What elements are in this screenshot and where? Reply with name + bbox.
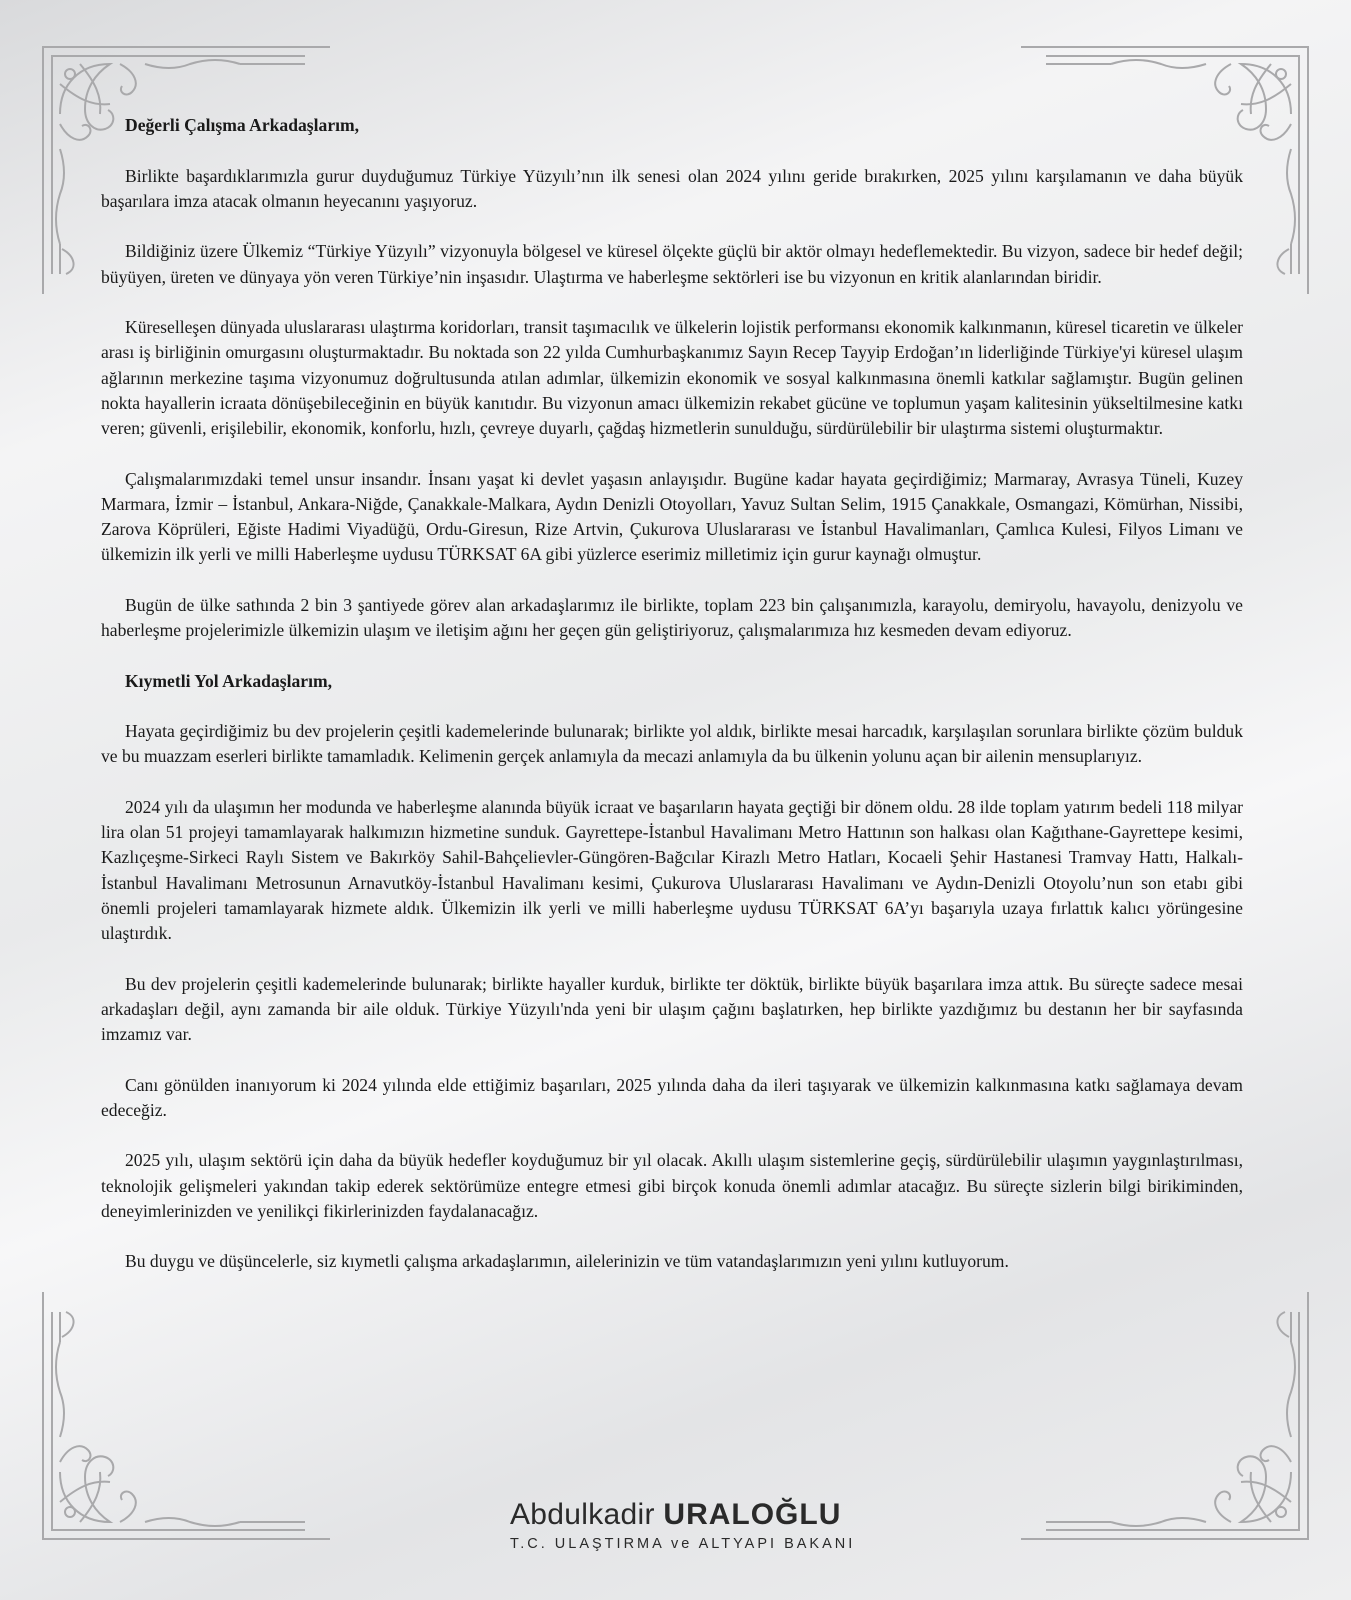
paragraph: Canı gönülden inanıyorum ki 2024 yılında elde ettiğimiz başarıları, 2025 yılında daha da ileri taşıyarak ve ülkemizin kalkınmasına katkı sağlamaya devam edeceğiz. bbox=[101, 1074, 1243, 1120]
ornament-icon bbox=[40, 1292, 330, 1542]
paragraph: Bu duygu ve düşüncelerle, siz kıymetli çalışma arkadaşlarımın, ailelerinizin ve tüm vatandaşlarımızın yeni yılını kutluyorum. bbox=[125, 1251, 1009, 1272]
paragraph: Bugün de ülke sathında 2 bin 3 şantiyede görev alan arkadaşlarımız ile birlikte, toplam 223 bin çalışanımızla, karayolu, demiryolu, havayolu, denizyolu ve haberleşme projelerimizle ülkemizin ulaşım ve iletişim ağını her geçen gün geliştiriyoruz, çalışmalarımıza hız kesmeden devam ediyoruz. bbox=[101, 594, 1243, 640]
signatory-name bbox=[510, 1498, 855, 1532]
paragraph: Bildiğiniz üzere Ülkemiz “Türkiye Yüzyılı” vizyonuyla bölgesel ve küresel ölçekte güçlü bir aktör olmayı hedeflemektedir. Bu vizyon, sadece bir hedef değil; büyüyen, üreten ve dünyaya yön veren Türkiye’nin inşasıdır. Ulaştırma ve haberleşme sektörleri ise bu vizyonun en kritik alanlarından biridir. bbox=[101, 241, 1243, 287]
letter-body bbox=[101, 113, 1243, 1300]
paragraph: Küreselleşen dünyada uluslararası ulaştırma koridorları, transit taşımacılık ve ülkelerin lojistik performansı ekonomik kalkınmanın, küresel ticaretin ve ülkeler arası iş birliğinin omurgasını oluşturmaktadır. Bu noktada son 22 yılda Cumhurbaşkanımız Sayın Recep Tayyip Erdoğan’ın liderliğinde Türkiye'yi küresel ulaşım ağlarının merkezine taşıma vizyonumuz doğrultusunda atılan adımlar, ülkemizin ekonomik ve sosyal kalkınmasına önemli katkılar sağlamıştır. Bugün gelinen nokta hayallerin icraata dönüşebileceğinin en büyük kanıtıdır. Bu vizyonun amacı ülkemizin rekabet gücüne ve toplumun yaşam kalitesinin yükseltilmesine katkı veren; güvenli, erişilebilir, ekonomik, konforlu, hızlı, çevreye duyarlı, çağdaş hizmetlerin sunulduğu, sürdürülebilir bir ulaştırma sistemi oluşturmaktır. bbox=[101, 317, 1243, 438]
signatory-title: T.C. ULAŞTIRMA ve ALTYAPI BAKANI bbox=[510, 1536, 856, 1552]
paragraph: Çalışmalarımızdaki temel unsur insandır. İnsanı yaşat ki devlet yaşasın anlayışıdır. Bugüne kadar hayata geçirdiğimiz; Marmaray, Avrasya Tüneli, Kuzey Marmara, İzmir – İstanbul, Ankara-Niğde, Çanakkale-Malkara, Aydın Denizli Otoyolları, Yavuz Sultan Selim, 1915 Çanakkale, Osmangazi, Kömürhan, Nissibi, Zarova Köprüleri, Eğiste Hadimi Viyadüğü, Ordu-Giresun, Rize Artvin, Çukurova Uluslararası ve İstanbul Havalimanları, Çamlıca Kulesi, Filyos Limanı ve ülkemizin ilk yerli ve milli Haberleşme uydusu TÜRKSAT 6A gibi yüzlerce eserimiz milletimiz için gurur kaynağı olmuştur. bbox=[101, 468, 1243, 565]
paragraph: Hayata geçirdiğimiz bu dev projelerin çeşitli kademelerinde bulunarak; birlikte yol aldık, birlikte mesai harcadık, karşılaşılan sorunlara birlikte çözüm bulduk ve bu muazzam eserleri birlikte tamamladık. Kelimenin gerçek anlamıyla da mecazi anlamıyla da bu ülkenin yolunu açan bir ailenin mensuplarıyız. bbox=[101, 721, 1243, 767]
greeting: Kıymetli Yol Arkadaşlarım, bbox=[125, 670, 333, 691]
signature-block bbox=[510, 1498, 855, 1552]
paragraph: 2025 yılı, ulaşım sektörü için daha da büyük hedefler koyduğumuz bir yıl olacak. Akıllı ulaşım sistemlerine geçiş, sürdürülebilir ulaşımın yaygınlaştırılması, teknolojik gelişmeleri yakından takip ederek sektörümüze entegre etmesi gibi birçok konuda önemli adımlar atacağız. Bu süreçte sizlerin bilgi birikiminden, deneyimlerinizden ve yenilikçi fikirlerinizden faydalanacağız. bbox=[101, 1150, 1243, 1221]
signatory-first-name: Abdulkadir bbox=[510, 1498, 655, 1531]
ornament-corner-bottom-left bbox=[40, 1292, 330, 1542]
paragraph: Bu dev projelerin çeşitli kademelerinde bulunarak; birlikte hayaller kurduk, birlikte ter döktük, birlikte büyük başarılara imza attık. Bu süreçte sadece mesai arkadaşları değil, aynı zamanda bir aile olduk. Türkiye Yüzyılı'nda yeni bir ulaşım çağını başlatırken, hep birlikte yazdığımız bu destanın her bir sayfasında imzamız var. bbox=[101, 973, 1243, 1044]
ornament-corner-bottom-right bbox=[1021, 1292, 1311, 1542]
paragraph: Birlikte başardıklarımızla gurur duyduğumuz Türkiye Yüzyılı’nın ilk senesi olan 2024 yılını geride bırakırken, 2025 yılını karşılamanın ve daha büyük başarılara imza atacak olmanın heyecanını yaşıyoruz. bbox=[101, 165, 1243, 211]
greeting: Değerli Çalışma Arkadaşlarım, bbox=[125, 115, 360, 135]
paragraph: 2024 yılı da ulaşımın her modunda ve haberleşme alanında büyük icraat ve başarıların hayata geçtiği bir dönem oldu. 28 ilde toplam yatırım bedeli 118 milyar lira olan 51 projeyi tamamlayarak halkımızın hizmetine sunduk. Gayrettepe-İstanbul Havalimanı Metro Hattının son halkası olan Kağıthane-Gayrettepe kesimi, Kazlıçeşme-Sirkeci Raylı Sistem ve Bakırköy Sahil-Bahçelievler-Güngören-Bağcılar Kirazlı Metro Hatları, Kocaeli Şehir Hastanesi Tramvay Hattı, Halkalı-İstanbul Havalimanı Metrosunun Arnavutköy-İstanbul Havalimanı kesimi, Çukurova Uluslararası Havalimanı ve Aydın-Denizli Otoyolu’nun son etabı gibi önemli projeleri tamamlayarak hizmete aldık. Ülkemizin ilk yerli ve milli haberleşme uydusu TÜRKSAT 6A’yı başarıyla uzaya fırlattık kalıcı yörüngesine ulaştırdık. bbox=[101, 796, 1243, 943]
ornament-icon bbox=[1021, 1292, 1311, 1542]
signatory-last-name: URALOĞLU bbox=[663, 1498, 842, 1531]
